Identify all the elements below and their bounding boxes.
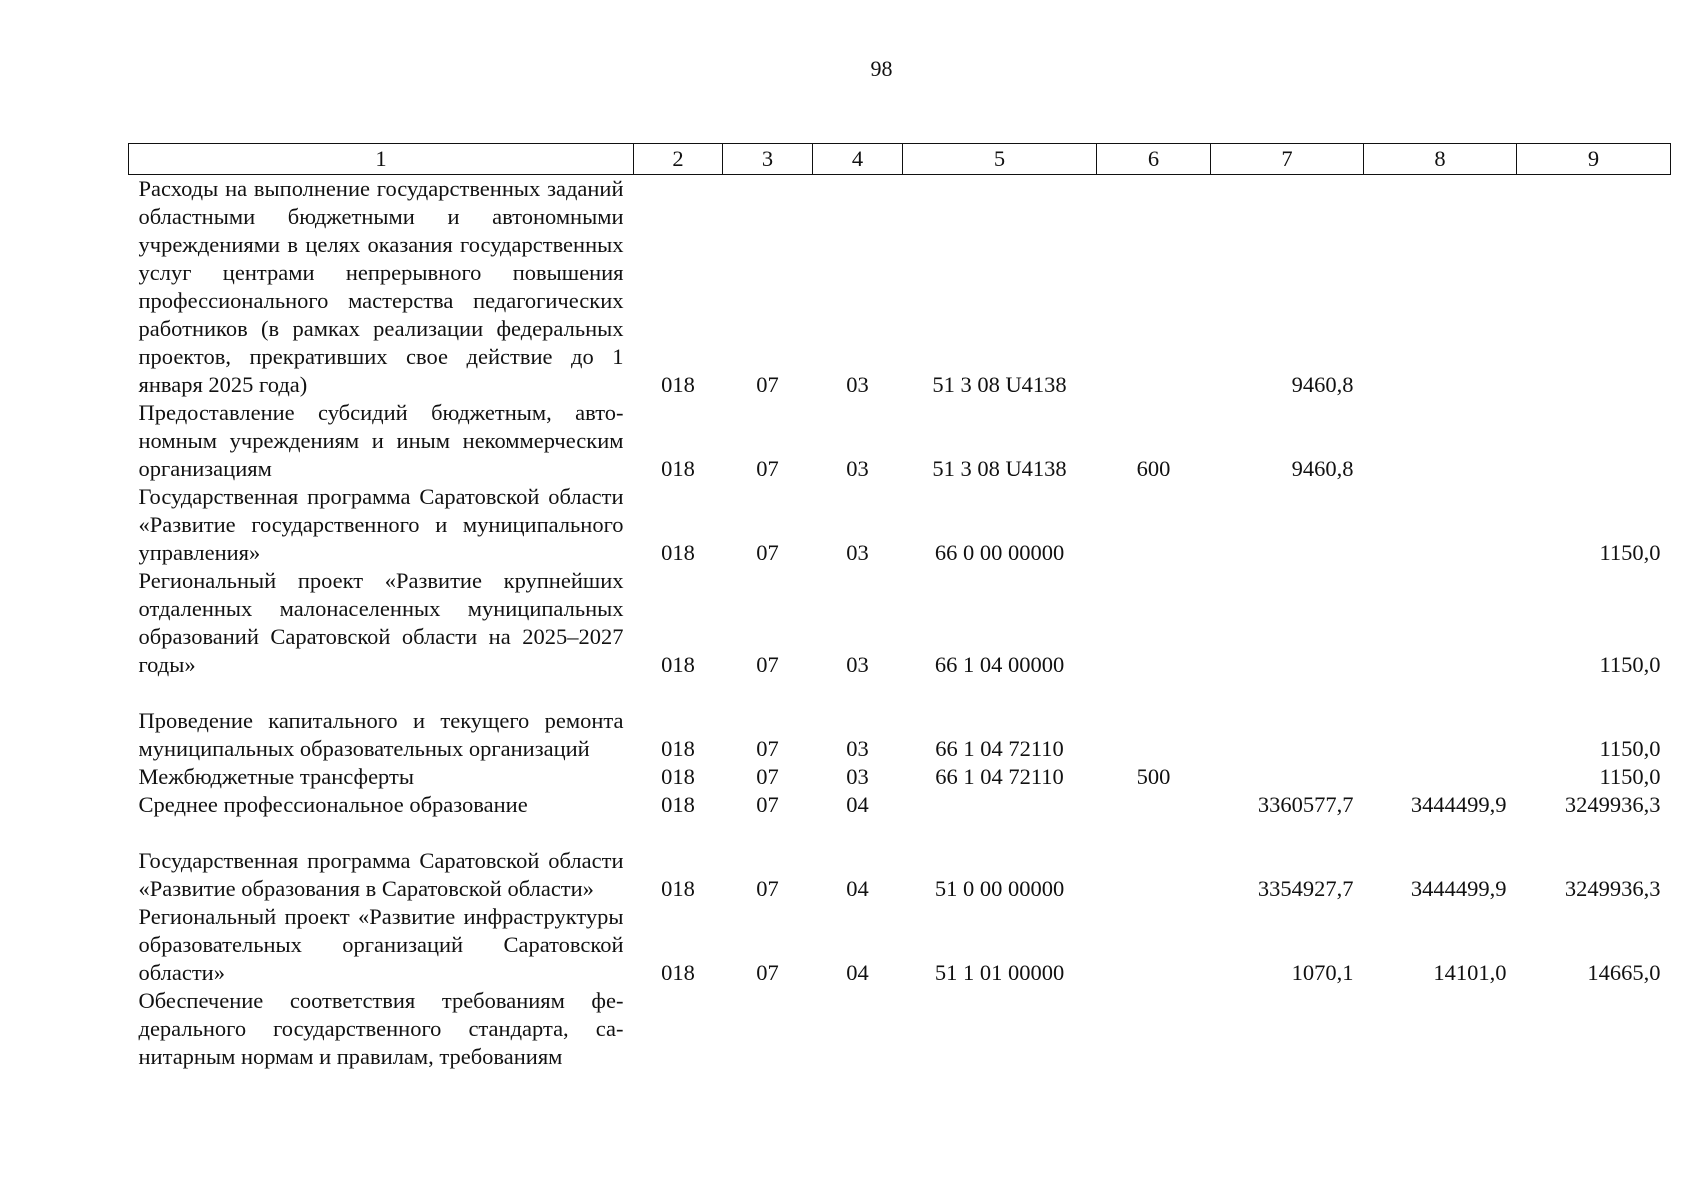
row-description: Государственная программа Саратовской области «Развитие государственного и муниципального управления» bbox=[138, 484, 624, 565]
header-col-9: 9 bbox=[1517, 144, 1671, 175]
row-expense-type: 500 bbox=[1136, 764, 1171, 789]
table-row bbox=[129, 399, 1671, 483]
row-value-col-9 bbox=[1517, 987, 1671, 1071]
row-description: Региональный проект «Развитие крупнейших отдаленных малонаселенных муниципальных образований Саратовской области на 2025–2027 годы» bbox=[138, 568, 624, 677]
row-section: 07 bbox=[756, 456, 779, 481]
row-ministry-code bbox=[634, 987, 723, 1071]
row-subsection: 03 bbox=[846, 652, 869, 677]
row-value-col-9: 3249936,3 bbox=[1564, 792, 1661, 817]
row-section: 07 bbox=[756, 764, 779, 789]
row-description: Проведение капитального и текущего ремонта муниципальных образовательных организаций bbox=[138, 708, 624, 761]
row-ministry-code: 018 bbox=[661, 876, 695, 901]
row-description: Региональный проект «Развитие инфраструктуры образовательных организаций Саратовской области» bbox=[138, 904, 624, 985]
row-target-article: 66 1 04 00000 bbox=[934, 652, 1065, 677]
row-value-col-7: 3354927,7 bbox=[1257, 876, 1354, 901]
row-target-article: 51 3 08 U4138 bbox=[932, 456, 1067, 481]
row-section: 07 bbox=[756, 960, 779, 985]
row-value-col-8: 14101,0 bbox=[1433, 960, 1507, 985]
header-col-4: 4 bbox=[813, 144, 903, 175]
row-ministry-code: 018 bbox=[661, 736, 695, 761]
row-expense-type bbox=[1097, 567, 1211, 679]
row-target-article bbox=[903, 987, 1097, 1071]
row-section: 07 bbox=[756, 540, 779, 565]
row-subsection: 03 bbox=[846, 456, 869, 481]
row-value-col-9: 1150,0 bbox=[1599, 540, 1661, 565]
row-section: 07 bbox=[756, 372, 779, 397]
row-subsection: 04 bbox=[846, 792, 869, 817]
row-value-col-7: 3360577,7 bbox=[1257, 792, 1354, 817]
row-description: Предоставление субсидий бюджетным, автономным учреждениям и иным некоммерческим организациям bbox=[138, 400, 624, 481]
row-expense-type: 600 bbox=[1136, 456, 1171, 481]
row-value-col-9: 14665,0 bbox=[1587, 960, 1661, 985]
row-section: 07 bbox=[756, 652, 779, 677]
row-target-article: 66 1 04 72110 bbox=[935, 736, 1064, 761]
table-row bbox=[129, 987, 1671, 1071]
row-value-col-8: 3444499,9 bbox=[1410, 876, 1507, 901]
row-description: Государственная программа Саратовской области «Развитие образования в Саратовской области» bbox=[138, 848, 624, 901]
row-subsection: 04 bbox=[846, 876, 869, 901]
row-value-col-9: 3249936,3 bbox=[1564, 876, 1661, 901]
table-row bbox=[129, 567, 1671, 679]
row-subsection: 03 bbox=[846, 736, 869, 761]
row-target-article bbox=[903, 791, 1097, 819]
row-target-article: 51 0 00 00000 bbox=[934, 876, 1065, 901]
row-value-col-7 bbox=[1211, 763, 1364, 791]
row-value-col-7: 9460,8 bbox=[1291, 456, 1354, 481]
row-value-col-8 bbox=[1364, 483, 1517, 567]
row-ministry-code: 018 bbox=[661, 652, 695, 677]
row-subsection bbox=[813, 987, 903, 1071]
row-section bbox=[723, 987, 813, 1071]
row-ministry-code: 018 bbox=[661, 540, 695, 565]
header-col-3: 3 bbox=[723, 144, 813, 175]
row-value-col-8 bbox=[1364, 567, 1517, 679]
row-ministry-code: 018 bbox=[661, 456, 695, 481]
row-description: Среднее профессиональное образование bbox=[138, 792, 528, 817]
header-col-6: 6 bbox=[1097, 144, 1211, 175]
row-value-col-9: 1150,0 bbox=[1599, 764, 1661, 789]
row-value-col-7: 1070,1 bbox=[1291, 960, 1354, 985]
row-value-col-7 bbox=[1211, 679, 1364, 763]
header-col-2: 2 bbox=[634, 144, 723, 175]
row-value-col-7: 9460,8 bbox=[1291, 372, 1354, 397]
row-target-article: 66 0 00 00000 bbox=[934, 540, 1065, 565]
row-expense-type bbox=[1097, 175, 1211, 400]
table-row bbox=[129, 791, 1671, 819]
table-row bbox=[129, 819, 1671, 903]
row-expense-type bbox=[1097, 483, 1211, 567]
row-value-col-8 bbox=[1364, 399, 1517, 483]
row-target-article: 51 1 01 00000 bbox=[934, 960, 1065, 985]
row-expense-type bbox=[1097, 679, 1211, 763]
row-expense-type bbox=[1097, 903, 1211, 987]
row-description: Обеспечение соответствия требованиям федерального государственного стандарта, санитарным нормам и правилам, требованиям bbox=[138, 988, 624, 1069]
table-row bbox=[129, 903, 1671, 987]
row-description: Межбюджетные трансферты bbox=[138, 764, 414, 789]
table-row bbox=[129, 679, 1671, 763]
row-subsection: 03 bbox=[846, 764, 869, 789]
row-description: Расходы на выполнение государственных заданий областными бюджетными и автономными учреждениями в целях оказания государственных услуг центрами непрерывного повышения профессионального мастерства педагогических работников (в рамках реализации федеральных проектов, прекративших свое действие до 1 января 2025 года) bbox=[138, 176, 624, 397]
header-col-5: 5 bbox=[903, 144, 1097, 175]
row-value-col-8 bbox=[1364, 987, 1517, 1071]
row-expense-type bbox=[1097, 791, 1211, 819]
row-target-article: 66 1 04 72110 bbox=[935, 764, 1064, 789]
row-value-col-9 bbox=[1517, 399, 1671, 483]
row-value-col-9: 1150,0 bbox=[1599, 652, 1661, 677]
row-ministry-code: 018 bbox=[661, 764, 695, 789]
row-value-col-7 bbox=[1211, 987, 1364, 1071]
row-value-col-9: 1150,0 bbox=[1599, 736, 1661, 761]
row-value-col-8: 3444499,9 bbox=[1410, 792, 1507, 817]
row-target-article: 51 3 08 U4138 bbox=[932, 372, 1067, 397]
row-value-col-8 bbox=[1364, 679, 1517, 763]
page-number: 98 bbox=[870, 56, 893, 81]
row-ministry-code: 018 bbox=[661, 792, 695, 817]
row-value-col-9 bbox=[1517, 175, 1671, 400]
table-row bbox=[129, 763, 1671, 791]
row-expense-type bbox=[1097, 819, 1211, 903]
budget-table bbox=[128, 143, 1671, 1071]
row-section: 07 bbox=[756, 792, 779, 817]
row-section: 07 bbox=[756, 736, 779, 761]
header-col-7: 7 bbox=[1211, 144, 1364, 175]
table-row bbox=[129, 175, 1671, 400]
row-value-col-7 bbox=[1211, 483, 1364, 567]
row-value-col-8 bbox=[1364, 763, 1517, 791]
row-value-col-7 bbox=[1211, 567, 1364, 679]
header-col-8: 8 bbox=[1364, 144, 1517, 175]
header-col-1: 1 bbox=[129, 144, 634, 175]
row-subsection: 04 bbox=[846, 960, 869, 985]
row-value-col-8 bbox=[1364, 175, 1517, 400]
row-subsection: 03 bbox=[846, 540, 869, 565]
row-expense-type bbox=[1097, 987, 1211, 1071]
row-section: 07 bbox=[756, 876, 779, 901]
row-ministry-code: 018 bbox=[661, 372, 695, 397]
table-row bbox=[129, 483, 1671, 567]
table-header-row bbox=[129, 144, 1671, 175]
row-ministry-code: 018 bbox=[661, 960, 695, 985]
row-subsection: 03 bbox=[846, 372, 869, 397]
